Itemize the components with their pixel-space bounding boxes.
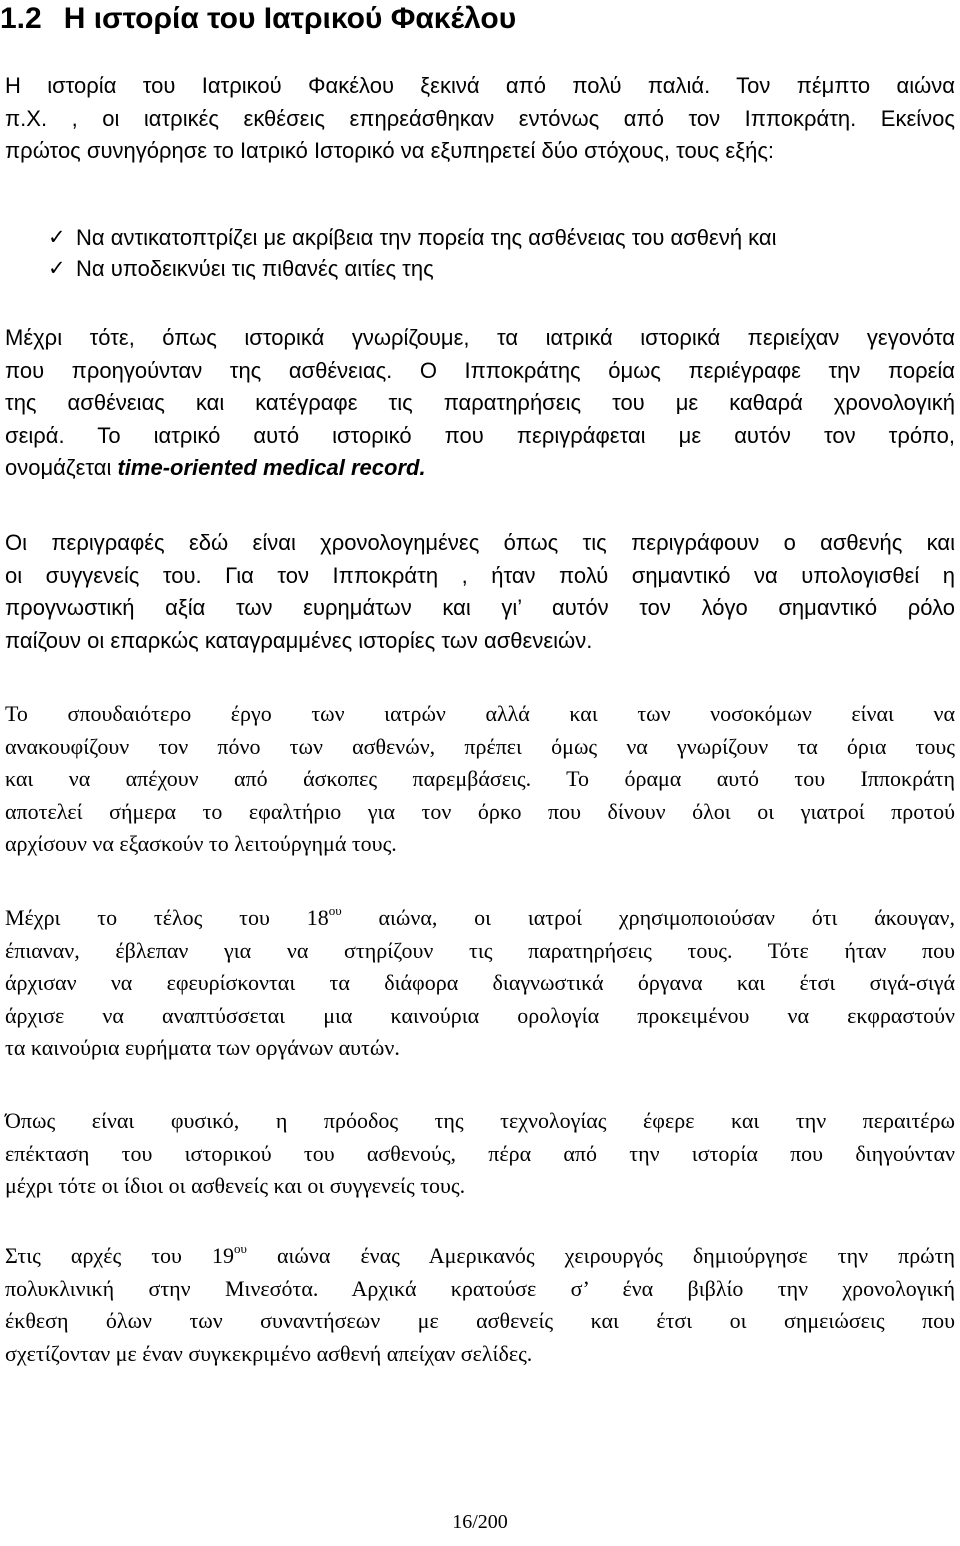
checklist-item (48, 222, 777, 253)
text-line: της ασθένειας και κατέγραφε τις παρατηρήσεις του με καθαρά χρονολογική (5, 390, 955, 415)
text-line: που προηγούνταν της ασθένειας. Ο Ιπποκράτης όμως περιέγραφε την πορεία (5, 357, 955, 383)
text-line: παίζουν οι επαρκώς καταγραμμένες ιστορίες των ασθενειών. (5, 627, 593, 653)
paragraph-technology (5, 1105, 955, 1203)
text-line: άρχισαν να εφευρίσκονται τα διάφορα διαγνωστικά όργανα και έτσι σιγά-σιγά (5, 970, 955, 995)
text-line: αρχίσουν να εξασκούν το λειτούργημά τους. (5, 831, 397, 856)
section-heading (0, 0, 516, 38)
text-line: οι συγγενείς του. Για τον Ιπποκράτη , ήταν πολύ σημαντικό να υπολογισθεί η (5, 562, 955, 588)
text-run: αιώνα ένας Αμερικανός χειρουργός δημιούργησε την πρώτη (246, 1243, 955, 1268)
checklist-item (48, 253, 777, 284)
paragraph-intro (5, 70, 955, 168)
text-run: Στις αρχές του 19 (5, 1243, 234, 1268)
checkmark-icon: ✓ (48, 256, 66, 280)
text-line (5, 452, 955, 485)
text-line: ανακουφίζουν τον πόνο των ασθενών, πρέπει όμως να γνωρίζουν τα όρια τους (5, 733, 955, 759)
text-line: πολυκλινική στην Μινεσότα. Αρχικά κρατούσε σ’ ένα βιβλίο την χρονολογική (5, 1275, 955, 1301)
section-number: 1.2 (0, 2, 42, 35)
text-line: σειρά. Το ιατρικό αυτό ιστορικό που περιγράφεται με αυτόν τον τρόπο, (5, 422, 955, 448)
text-line: Το σπουδαιότερο έργο των ιατρών αλλά και των νοσοκόμων είναι να (5, 701, 955, 726)
text-line: Μέχρι τότε, όπως ιστορικά γνωρίζουμε, τα ιατρικά ιστορικά περιείχαν γεγονότα (5, 325, 955, 350)
paragraph-19th-century (5, 1240, 955, 1370)
section-title: Η ιστορία του Ιατρικού Φακέλου (63, 2, 517, 35)
text-line: Οι περιγραφές εδώ είναι χρονολογημένες όπως τις περιγράφουν ο ασθενής και (5, 530, 955, 555)
text-line: π.Χ. , οι ιατρικές εκθέσεις επηρεάσθηκαν εντόνως από τον Ιπποκράτη. Εκείνος (5, 105, 955, 131)
emphasized-term: time-oriented medical record. (117, 455, 426, 480)
text-line: μέχρι τότε οι ίδιοι οι ασθενείς και οι συγγενείς τους. (5, 1173, 466, 1198)
text-line: επέκταση του ιστορικού του ασθενούς, πέρα από την ιστορία που διηγούνταν (5, 1140, 955, 1166)
text-line (5, 902, 955, 935)
text-line: άρχισε να αναπτύσσεται μια καινούρια ορολογία προκειμένου να εκφραστούν (5, 1002, 955, 1028)
page-number: 16/200 (452, 1511, 508, 1533)
text-run: ονομάζεται (5, 455, 118, 480)
checklist-item-text: Να αντικατοπτρίζει με ακρίβεια την πορεία της ασθένειας του ασθενή και (76, 225, 777, 250)
text-line: αποτελεί σήμερα το εφαλτήριο για τον όρκο που δίνουν όλοι οι γιατροί προτού (5, 798, 955, 824)
text-line: προγνωστική αξία των ευρημάτων και γι’ αυτόν τον λόγο σημαντικό ρόλο (5, 595, 955, 620)
text-line: έκθεση όλων των συναντήσεων με ασθενείς και έτσι οι σημειώσεις που (5, 1308, 955, 1333)
text-line: έπιαναν, έβλεπαν για να στηρίζουν τις παρατηρήσεις τους. Τότε ήταν που (5, 937, 955, 963)
text-line (5, 1240, 955, 1273)
superscript: ου (328, 903, 342, 918)
goals-checklist (48, 222, 777, 284)
text-line: σχετίζονταν με έναν συγκεκριμένο ασθενή απείχαν σελίδες. (5, 1340, 533, 1366)
text-run: Μέχρι το τέλος του 18 (5, 905, 329, 930)
text-run: αιώνα, οι ιατροί χρησιμοποιούσαν ότι άκουγαν, (341, 905, 955, 930)
text-line: Η ιστορία του Ιατρικού Φακέλου ξεκινά από πολύ παλιά. Τον πέμπτο αιώνα (5, 73, 955, 98)
text-line: πρώτος συνηγόρησε το Ιατρικό Ιστορικό να εξυπηρετεί δύο στόχους, τους εξής: (5, 138, 775, 163)
text-line: και να απέχουν από άσκοπες παρεμβάσεις. Το όραμα αυτό του Ιπποκράτη (5, 766, 955, 791)
text-line: Όπως είναι φυσικό, η πρόοδος της τεχνολογίας έφερε και την περαιτέρω (5, 1108, 955, 1133)
text-line: τα καινούρια ευρήματα των οργάνων αυτών. (5, 1035, 400, 1060)
superscript: ου (234, 1241, 247, 1256)
paragraph-physicians-role (5, 698, 955, 861)
paragraph-hippocrates (5, 322, 955, 485)
paragraph-18th-century (5, 902, 955, 1065)
paragraph-descriptions (5, 527, 955, 657)
checklist-item-text: Να υποδεικνύει τις πιθανές αιτίες της (76, 256, 434, 281)
checkmark-icon: ✓ (48, 225, 66, 249)
